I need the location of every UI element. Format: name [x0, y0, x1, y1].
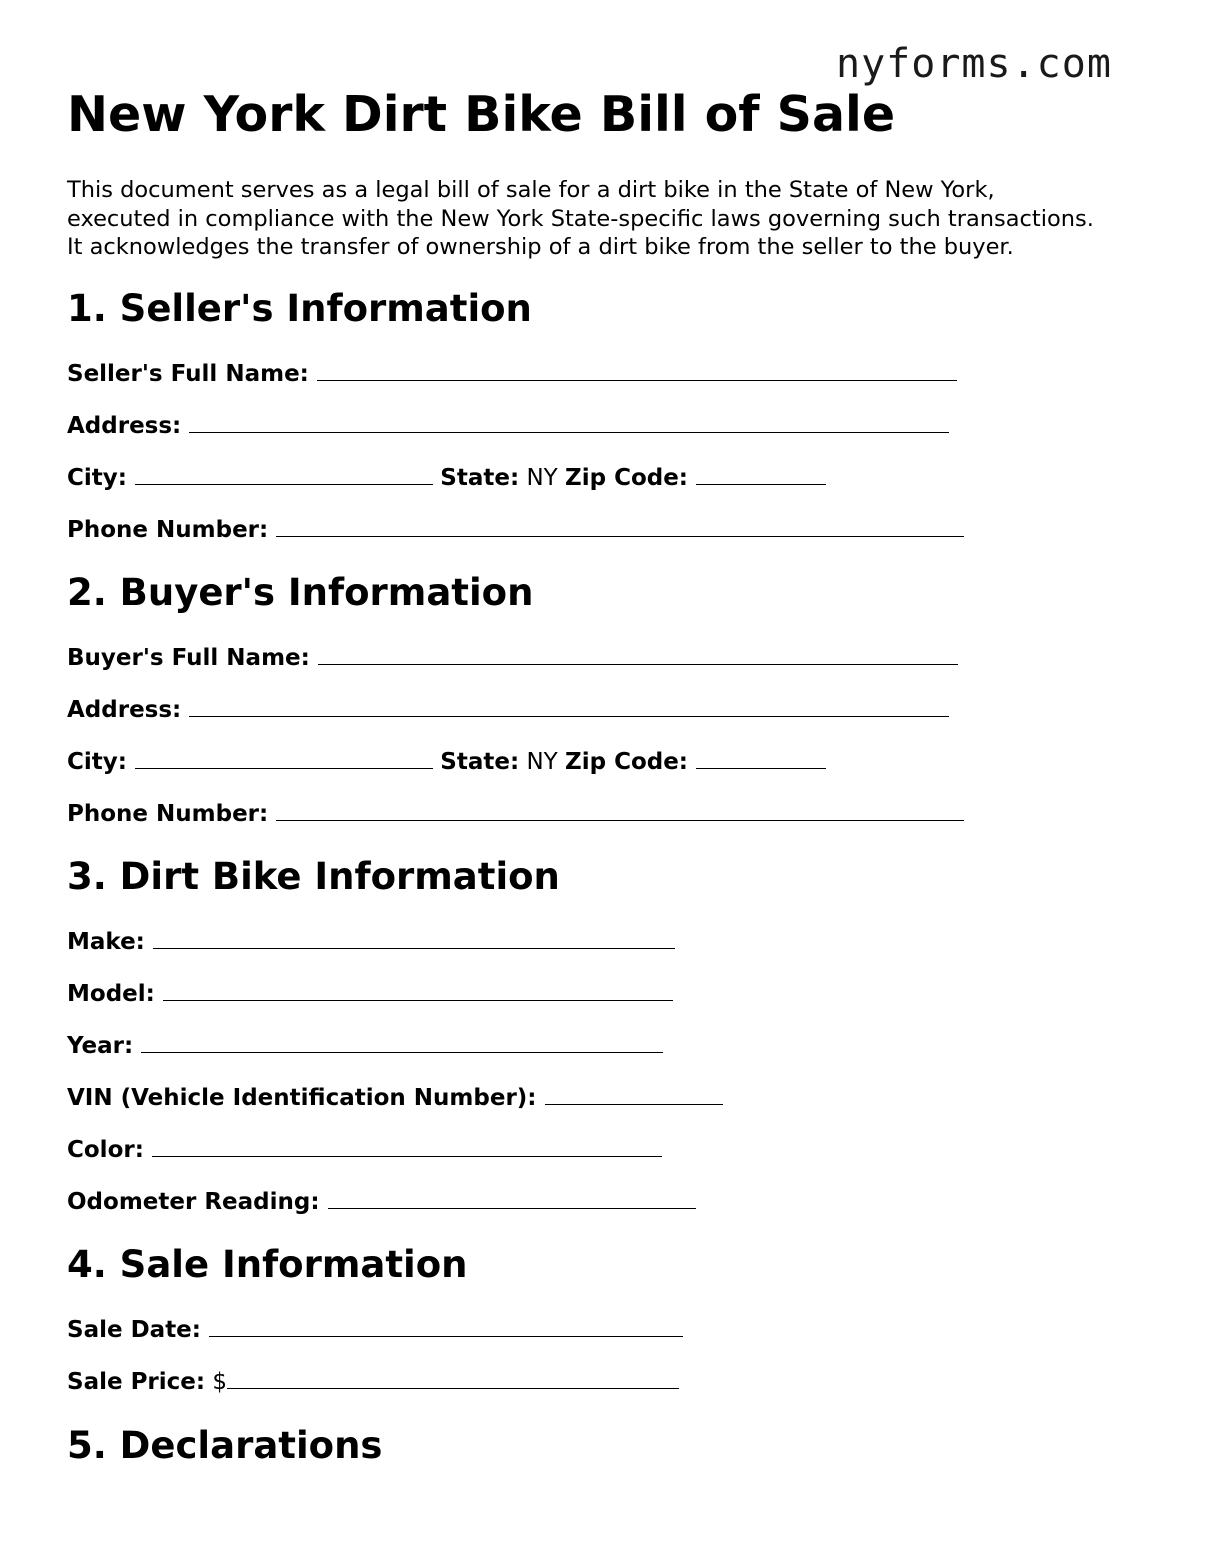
seller-address-input[interactable] — [189, 414, 949, 433]
bike-color-label: Color: — [67, 1137, 144, 1163]
seller-full-name-label: Seller's Full Name: — [67, 361, 309, 387]
buyer-phone-label: Phone Number: — [67, 801, 269, 827]
seller-address-label: Address: — [67, 413, 182, 439]
seller-city-input[interactable] — [135, 466, 433, 485]
seller-address-field — [67, 411, 949, 441]
sale-price-label: Sale Price: — [67, 1369, 206, 1395]
bike-model-label: Model: — [67, 981, 155, 1007]
sale-date-input[interactable] — [209, 1318, 683, 1337]
bike-section-heading: 3. Dirt Bike Information — [67, 855, 560, 898]
seller-city-state-zip-field — [67, 463, 826, 493]
seller-zip-input[interactable] — [696, 466, 826, 485]
buyer-address-label: Address: — [67, 697, 182, 723]
bike-make-label: Make: — [67, 929, 145, 955]
intro-line-2: executed in compliance with the New York State-specific laws governing such transactions. — [67, 205, 1094, 232]
seller-full-name-field — [67, 359, 957, 389]
declarations-section-heading: 5. Declarations — [67, 1424, 383, 1467]
seller-state-label: State: — [440, 465, 520, 491]
page-title: New York Dirt Bike Bill of Sale — [67, 86, 896, 143]
bike-make-input[interactable] — [153, 930, 675, 949]
bike-odometer-input[interactable] — [328, 1190, 696, 1209]
bike-vin-input[interactable] — [545, 1086, 723, 1105]
buyer-zip-input[interactable] — [696, 750, 826, 769]
buyer-section-heading: 2. Buyer's Information — [67, 571, 534, 614]
bike-vin-field — [67, 1083, 723, 1113]
buyer-full-name-label: Buyer's Full Name: — [67, 645, 310, 671]
intro-line-3: It acknowledges the transfer of ownership of a dirt bike from the seller to the buyer. — [67, 234, 1014, 260]
buyer-zip-label: Zip Code: — [565, 749, 689, 775]
buyer-address-field — [67, 695, 949, 725]
buyer-state-label: State: — [440, 749, 520, 775]
buyer-city-label: City: — [67, 749, 127, 775]
bike-color-input[interactable] — [152, 1138, 662, 1157]
buyer-full-name-input[interactable] — [318, 646, 958, 665]
sale-section-heading: 4. Sale Information — [67, 1243, 468, 1286]
seller-state-value: NY — [526, 465, 558, 491]
seller-city-label: City: — [67, 465, 127, 491]
currency-symbol: $ — [212, 1369, 228, 1395]
bike-year-field — [67, 1031, 663, 1061]
buyer-phone-input[interactable] — [276, 802, 964, 821]
bike-make-field — [67, 927, 675, 957]
buyer-city-input[interactable] — [135, 750, 433, 769]
seller-zip-label: Zip Code: — [565, 465, 689, 491]
bike-model-field — [67, 979, 673, 1009]
buyer-address-input[interactable] — [189, 698, 949, 717]
buyer-city-state-zip-field — [67, 747, 826, 777]
seller-phone-field — [67, 515, 964, 545]
buyer-full-name-field — [67, 643, 958, 673]
seller-phone-input[interactable] — [276, 518, 964, 537]
site-watermark: nyforms.com — [836, 41, 1112, 87]
sale-date-label: Sale Date: — [67, 1317, 201, 1343]
intro-line-1: This document serves as a legal bill of sale for a dirt bike in the State of New York, — [67, 177, 995, 203]
intro-paragraph — [67, 176, 1167, 262]
bike-vin-label: VIN (Vehicle Identification Number): — [67, 1085, 537, 1111]
bike-odometer-label: Odometer Reading: — [67, 1189, 320, 1215]
bike-model-input[interactable] — [163, 982, 673, 1001]
sale-price-input[interactable] — [227, 1370, 679, 1389]
bike-year-label: Year: — [67, 1033, 134, 1059]
bike-odometer-field — [67, 1187, 696, 1217]
bike-color-field — [67, 1135, 662, 1165]
buyer-phone-field — [67, 799, 964, 829]
seller-phone-label: Phone Number: — [67, 517, 269, 543]
sale-price-field — [67, 1367, 679, 1397]
seller-section-heading: 1. Seller's Information — [67, 287, 532, 330]
buyer-state-value: NY — [526, 749, 558, 775]
sale-date-field — [67, 1315, 683, 1345]
bike-year-input[interactable] — [141, 1034, 663, 1053]
seller-full-name-input[interactable] — [317, 362, 957, 381]
